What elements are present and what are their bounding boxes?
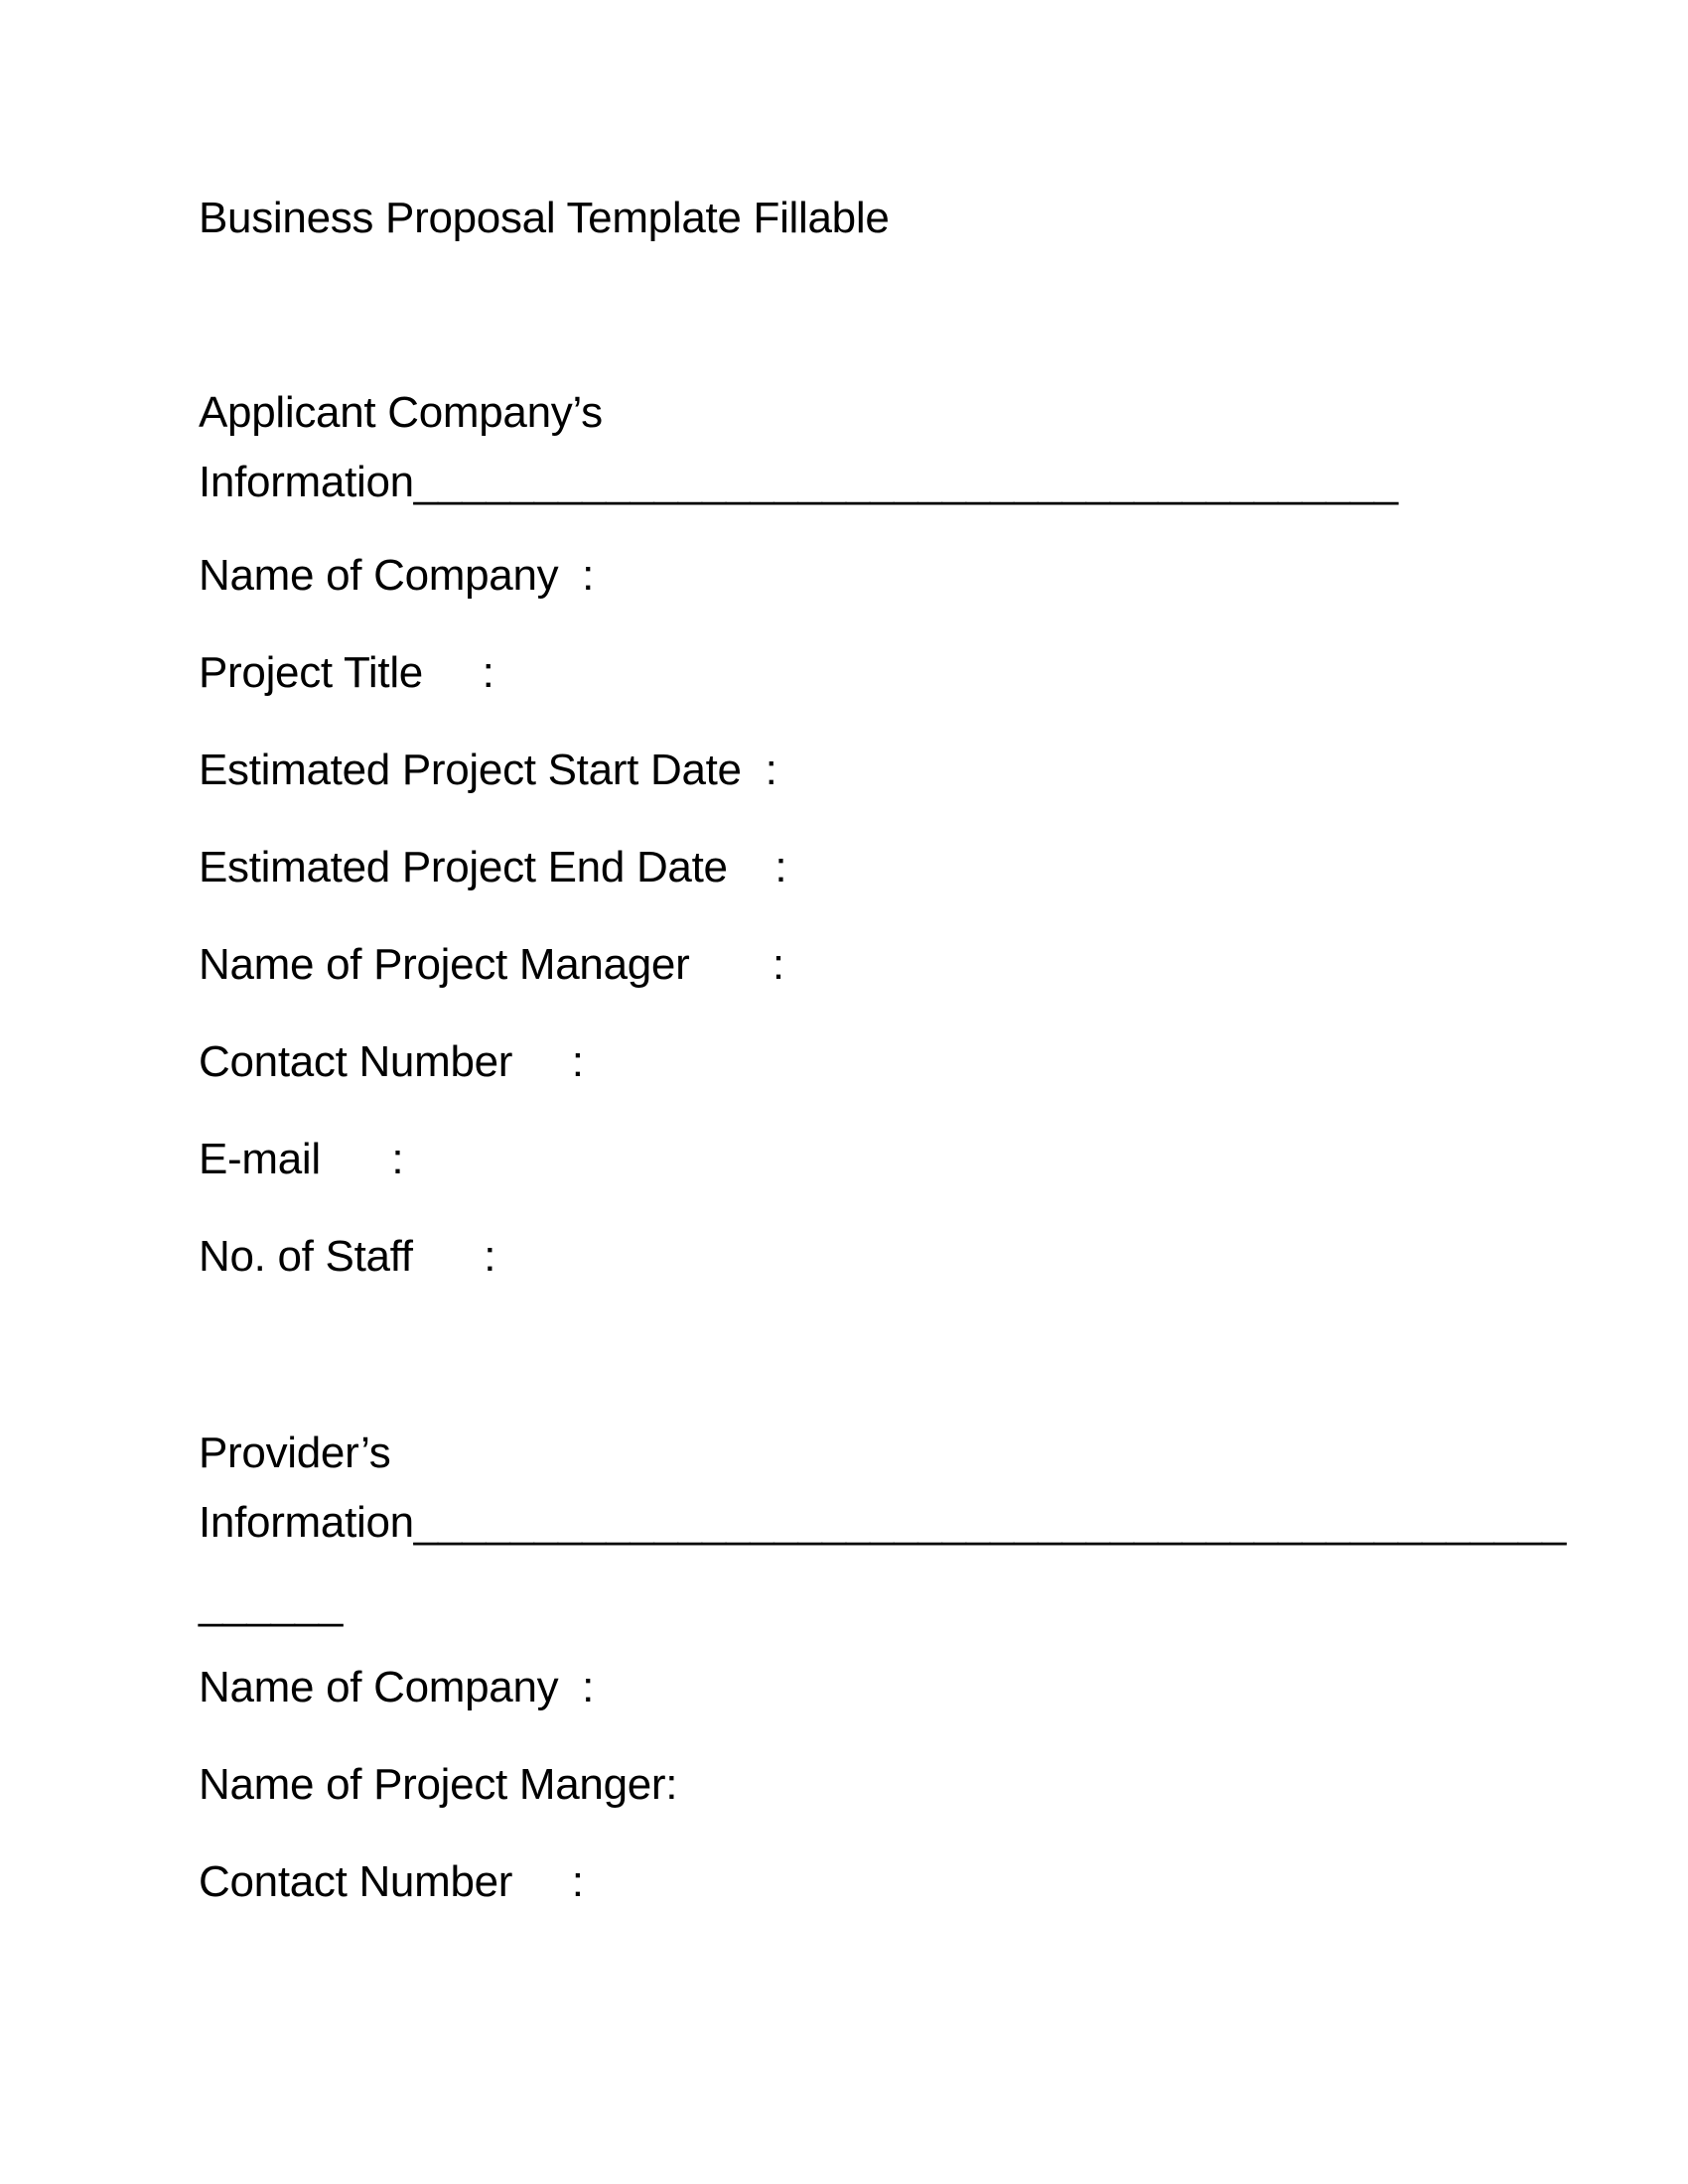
applicant-field-project-title: Project Title : xyxy=(199,648,494,697)
applicant-section-heading-line2: Information_________________________________________ xyxy=(199,458,1398,506)
document-title: Business Proposal Template Fillable xyxy=(199,194,890,242)
provider-section-heading-line3: ______ xyxy=(199,1579,344,1628)
applicant-field-project-manager: Name of Project Manager : xyxy=(199,940,784,989)
provider-section-heading-line2: Information________________________________________________ xyxy=(199,1498,1567,1547)
provider-field-company-name: Name of Company : xyxy=(199,1663,595,1711)
applicant-field-start-date: Estimated Project Start Date : xyxy=(199,746,777,794)
applicant-field-end-date: Estimated Project End Date : xyxy=(199,843,787,891)
provider-section-heading-line1: Provider’s xyxy=(199,1429,391,1477)
applicant-field-staff-count: No. of Staff : xyxy=(199,1232,496,1281)
applicant-section-heading-line1: Applicant Company’s xyxy=(199,388,603,437)
applicant-field-contact-number: Contact Number : xyxy=(199,1037,584,1086)
provider-field-contact-number: Contact Number : xyxy=(199,1857,584,1906)
applicant-field-company-name: Name of Company : xyxy=(199,551,595,600)
provider-field-project-manager: Name of Project Manger: xyxy=(199,1760,678,1809)
applicant-field-email: E-mail : xyxy=(199,1135,404,1183)
